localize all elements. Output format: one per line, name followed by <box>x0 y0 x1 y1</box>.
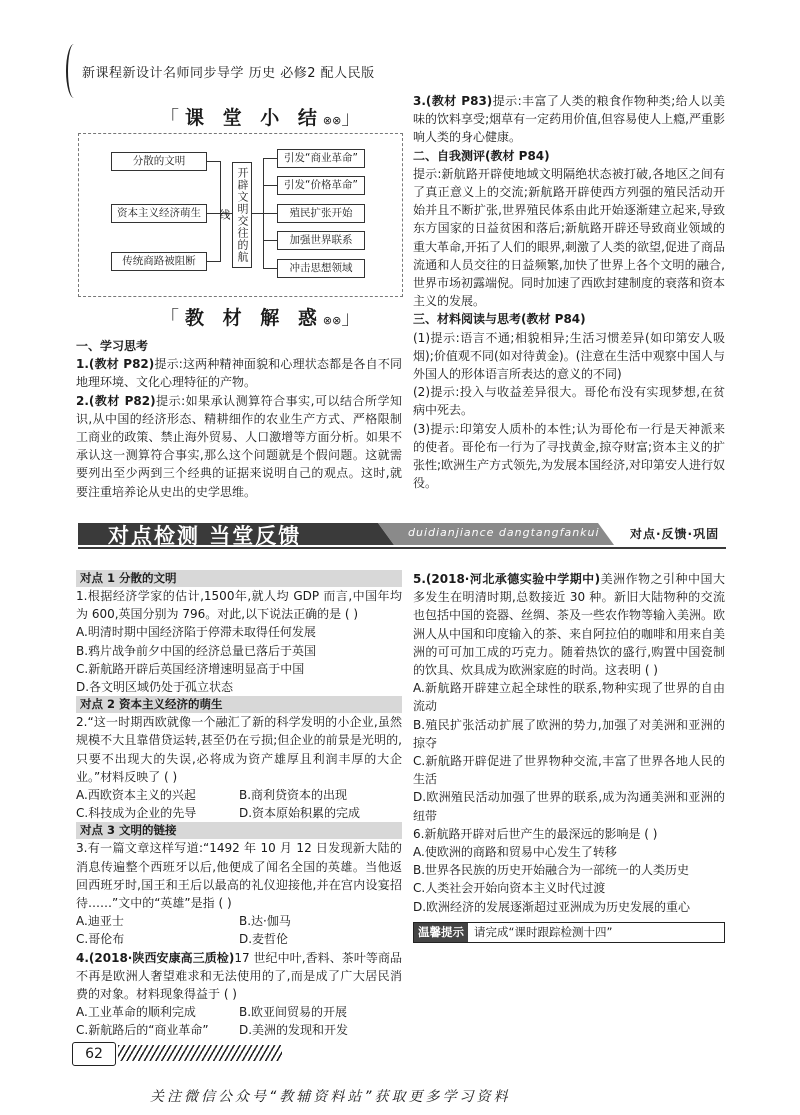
concept-node-center: 开辟文明交往的航线 <box>232 162 252 268</box>
reminder-text: 请完成“课时跟踪检测十四” <box>474 924 613 939</box>
section-banner <box>78 517 726 551</box>
answer-item: (1)提示:语言不通;相貌相异;生活习惯差异(如印第安人吸烟);价值观不同(如对待黄金)。(注意在生活中观察中国人与外国人的形体语言所表达的意义的不同) <box>413 330 725 382</box>
textbook-deco-icon: ⊗⊗ <box>322 314 342 327</box>
answer-option: B.殖民扩张活动扩展了欧洲的势力,加强了对美洲和亚洲的掠夺 <box>413 717 725 750</box>
connector <box>206 261 220 262</box>
concept-node-left: 传统商路被阻断 <box>111 252 207 271</box>
concept-node-right: 引发“商业革命” <box>277 149 365 168</box>
banner-title: 对点检测 当堂反馈 <box>108 524 302 548</box>
knowledge-point-bar: 对点 3 文明的链接 <box>76 822 402 839</box>
answer-item: (3)提示:印第安人质朴的本性;认为哥伦布一行是天神派来的使者。哥伦布一行为了寻找黄金,掠夺财富;资本主义的扩张性;欧洲生产方式领先,为发展本国经济,对印第安人进行奴役。 <box>413 421 725 491</box>
knowledge-point-bar: 对点 1 分散的文明 <box>76 570 402 587</box>
answer-option: C.新航路开辟后英国经济增速明显高于中国 <box>76 661 305 676</box>
question-stem: 3.有一篇文章这样写道:“1492 年 10 月 12 日发现新大陆的消息传遍整个西班牙以后,他便成了闻名全国的英雄。当他返回西班牙时,国王和王后以最高的礼仪迎接他,并在宫内设宴招待……”文中的“英雄”是指 ( ) <box>76 841 402 911</box>
page-number: 62 <box>72 1042 116 1066</box>
knowledge-point-bar: 对点 2 资本主义经济的萌生 <box>76 696 402 713</box>
answer-option: D.资本原始积累的完成 <box>239 806 361 821</box>
answer-paragraph: 提示:新航路开辟使地域文明隔绝状态被打破,各地区之间有了真正意义上的交流;新航路开辟使西方列强的殖民活动开始并且不断扩张,世界殖民体系由此开始逐渐建立起来,导致东方国家的日益贫困和落后;新航路开辟还导致商业领域的重大革命,开拓了人们的眼界,刺激了人类的欲望,促进了商品流通和人员交往的日益频繁,加快了世界上各个文明的融合,世界市场初露端倪。同时加速了西欧封建制度的衰落和资本主义的发展。 <box>413 166 726 309</box>
answer-option: A.明清时期中国经济陷于停滞未取得任何发展 <box>76 625 316 640</box>
question-stem: 2.“这一时期西欧就像一个融汇了新的科学发明的小企业,虽然规模不大且靠借贷运转,甚至仍在亏损;但企业的前景是光明的,只要不出现大的失误,必将成为资产雄厚且利润丰厚的大企业。”材料反映了 ( ) <box>76 715 402 784</box>
summary-heading: 「课 堂 小 结⊗⊗」 <box>160 107 367 129</box>
textbook-title: 教 材 解 惑 <box>185 307 323 329</box>
options-grid <box>76 912 402 948</box>
answer-option: C.新航路开辟促进了世界物种交流,丰富了世界各地人民的生活 <box>413 754 725 787</box>
answer-option: C.哥伦布 <box>76 932 125 947</box>
answer-item: (2)提示:投入与收益差异很大。哥伦布没有实现梦想,在贫病中死去。 <box>413 385 725 418</box>
connector <box>263 240 277 241</box>
answer-option: B.商利贷资本的出现 <box>239 788 348 803</box>
concept-node-left: 资本主义经济萌生 <box>111 204 207 223</box>
running-header: 新课程新设计名师同步导学 历史 必修2 配人民版 <box>82 66 375 81</box>
question-stem: 5.(2018·河北承德实验中学期中)美洲作物之引种中国大多发生在明清时期,总数接近 30 种。新旧大陆物种的交流也包括中国的瓷器、丝绸、茶及一些农作物等输入美洲。欧洲人从中国和印度输入的茶、来自阿拉伯的咖啡和用来自美洲的可可加工成的巧克力。随着热饮的盛行,购置中国瓷制的饮具、炊具成为欧洲家庭的时尚。这表明 ( ) <box>413 572 726 678</box>
answer-option: D.麦哲伦 <box>239 932 289 947</box>
connector <box>206 161 220 162</box>
answer-option: B.鸦片战争前夕中国的经济总量已落后于英国 <box>76 643 317 658</box>
answer-option: D.各文明区域仍处于孤立状态 <box>76 680 234 695</box>
answer-option: A.新航路开辟建立起全球性的联系,物种实现了世界的自由流动 <box>413 681 725 714</box>
options-grid <box>76 786 402 822</box>
textbook-left-column <box>76 337 402 501</box>
summary-title: 课 堂 小 结 <box>185 107 323 129</box>
reminder-label: 温馨提示 <box>414 923 468 942</box>
quiz-right-column <box>413 570 725 943</box>
header-bracket-decoration <box>66 44 82 98</box>
concept-node-right: 冲击思想领域 <box>277 259 365 278</box>
answer-option: D.美洲的发现和开发 <box>239 1023 349 1038</box>
question-stem: 4.(2018·陕西安康高三质检)17 世纪中叶,香料、茶叶等商品不再是欧洲人奢望难求和无法使用的了,而是成了广大居民消费的对象。材料现象得益于 ( ) <box>76 950 402 1002</box>
answer-option: D.欧洲殖民活动加强了世界的联系,成为沟通美洲和亚洲的纽带 <box>413 790 725 823</box>
answer-option: C.新航路后的“商业革命” <box>76 1023 209 1038</box>
reminder-box <box>413 922 725 943</box>
answer-option: A.使欧洲的商路和贸易中心发生了转移 <box>413 845 617 860</box>
answer-option: B.欧亚间贸易的开展 <box>239 1005 348 1020</box>
answer-option: B.达·伽马 <box>239 914 291 929</box>
concept-node-right: 殖民扩张开始 <box>277 204 365 223</box>
page-number-bar <box>72 1042 282 1064</box>
textbook-heading: 「教 材 解 惑⊗⊗」 <box>160 307 367 329</box>
concept-node-right: 引发“价格革命” <box>277 176 365 195</box>
page-hatch-decoration <box>118 1045 282 1061</box>
answer-option: C.科技成为企业的先导 <box>76 806 197 821</box>
connector <box>263 185 277 186</box>
banner-motto: 对点·反馈·巩固 <box>630 527 720 541</box>
footer-note: 关注微信公众号“教辅资料站”获取更多学习资料 <box>150 1089 511 1105</box>
section-heading: 三、材料阅读与思考(教材 P84) <box>413 312 586 327</box>
answer-option: D.欧洲经济的发展逐渐超过亚洲成为历史发展的重心 <box>413 899 691 914</box>
section-heading: 一、学习思考 <box>76 339 149 353</box>
textbook-right-column <box>413 92 725 492</box>
answer-item: 3.(教材 P83)提示:丰富了人类的粮食作物种类;给人以美味的饮料享受;烟草有一定药用价值,但容易使人上瘾,严重影响人类的身心健康。 <box>413 94 725 145</box>
summary-deco-icon: ⊗⊗ <box>322 114 342 127</box>
banner-pinyin: duidianjiance dangtangfankui <box>408 526 600 539</box>
options-grid <box>76 1003 402 1039</box>
connector <box>263 213 277 214</box>
concept-node-left: 分散的文明 <box>111 152 207 171</box>
concept-map <box>78 133 403 297</box>
answer-item: 1.(教材 P82)提示:这两种精神面貌和心理状态都是各自不同地理环境、文化心理特征的产物。 <box>76 357 402 390</box>
concept-node-right: 加强世界联系 <box>277 231 365 250</box>
connector <box>263 268 277 269</box>
answer-option: A.迪亚士 <box>76 914 124 929</box>
answer-option: A.工业革命的顺利完成 <box>76 1005 196 1020</box>
connector <box>263 158 277 159</box>
answer-item: 2.(教材 P82)提示:如果承认测算符合事实,可以结合所学知识,从中国的经济形态、精耕细作的农业生产方式、严格限制工商业的政策、禁止海外贸易、人口激增等方面分析。如果不承认这一测算符合事实,那么这个问题就是个假问题。这就需要列出至少两到三个经典的证据来说明自己的观点。这时,就要注重培养论从史出的史学思维。 <box>76 393 402 499</box>
answer-option: A.西欧资本主义的兴起 <box>76 788 196 803</box>
section-heading: 二、自我测评(教材 P84) <box>413 148 550 163</box>
connector <box>251 213 263 214</box>
quiz-left-column <box>76 570 402 1040</box>
answer-option: B.世界各民族的历史开始融合为一部统一的人类历史 <box>413 863 690 878</box>
question-stem: 1.根据经济学家的估计,1500年,就人均 GDP 而言,中国年均为 600,英国分别为 796。对此,以下说法正确的是 ( ) <box>76 589 402 622</box>
question-stem: 6.新航路开辟对后世产生的最深远的影响是 ( ) <box>413 826 658 841</box>
answer-option: C.人类社会开始向资本主义时代过渡 <box>413 881 606 896</box>
